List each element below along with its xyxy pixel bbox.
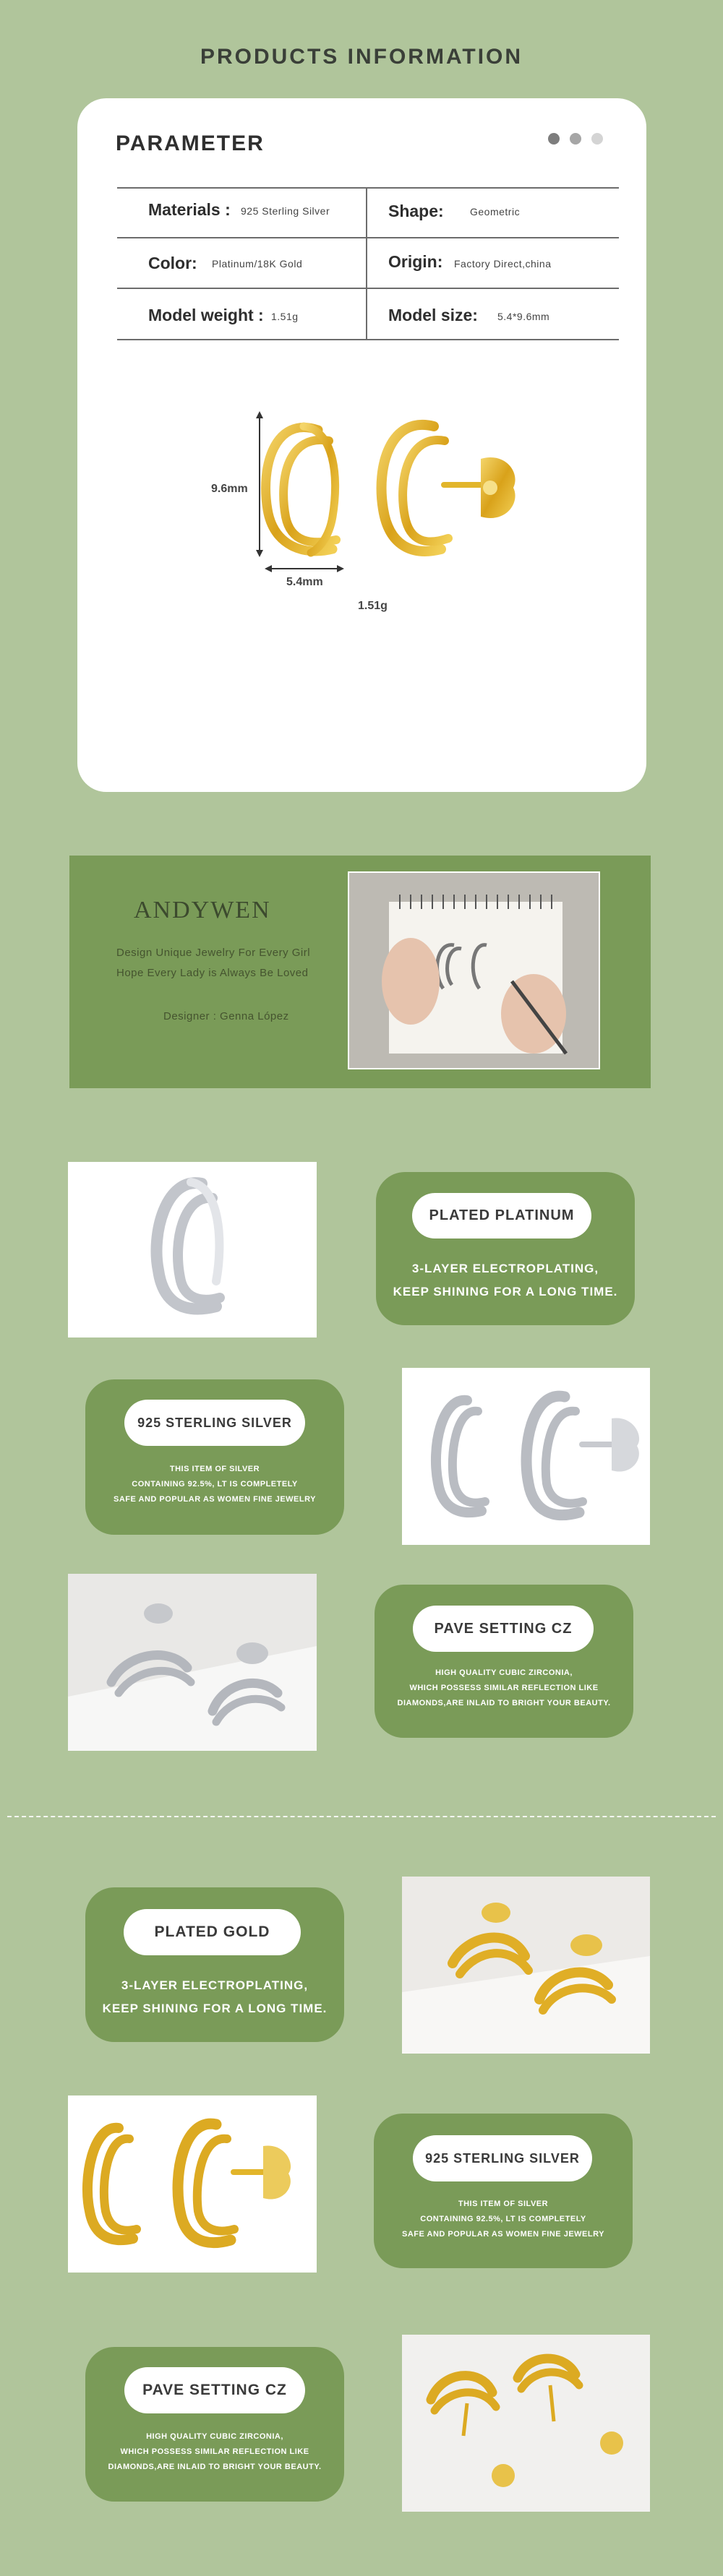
silver-earring-photo [402, 1368, 650, 1545]
feature-line: HIGH QUALITY CUBIC ZIRCONIA, [435, 1668, 573, 1677]
carousel-dot-icon[interactable] [548, 133, 560, 145]
feature-badge: PLATED PLATINUM [412, 1193, 591, 1239]
platinum-earring-photo [68, 1162, 317, 1337]
parameter-title: PARAMETER [116, 132, 265, 155]
feature-text [375, 1666, 633, 1711]
section-divider [7, 1816, 716, 1817]
shape-label: Shape: [388, 202, 444, 220]
divider [117, 237, 619, 238]
divider [366, 187, 367, 340]
feature-line: THIS ITEM OF SILVER [169, 1465, 260, 1473]
feature-line: WHICH POSSESS SIMILAR REFLECTION LIKE [120, 2447, 309, 2456]
origin-label: Origin: [388, 252, 443, 271]
feature-line: CONTAINING 92.5%, LT IS COMPLETELY [420, 2215, 586, 2223]
divider [117, 339, 619, 340]
feature-line: 3-LAYER ELECTROPLATING, [411, 1262, 599, 1275]
feature-line: WHICH POSSESS SIMILAR REFLECTION LIKE [409, 1684, 599, 1692]
shape-value: Geometric [470, 206, 521, 217]
divider [117, 187, 619, 189]
product-dimension-image [202, 401, 549, 603]
feature-line: THIS ITEM OF SILVER [458, 2200, 549, 2208]
feature-badge: 925 STERLING SILVER [124, 1400, 305, 1446]
color-value: Platinum/18K Gold [212, 258, 303, 270]
feature-line: SAFE AND POPULAR AS WOMEN FINE JEWELRY [114, 1495, 316, 1504]
weight-label: Model weight : [148, 306, 264, 324]
gold-earring-pair-photo [68, 2095, 317, 2273]
feature-text [376, 1257, 635, 1304]
color-label: Color: [148, 254, 197, 272]
brand-logo: ANDYWEN [134, 897, 271, 923]
weight-dimension: 1.51g [358, 600, 388, 612]
cz-earring-photo [68, 1574, 317, 1751]
size-label: Model size: [388, 306, 478, 324]
materials-label: Materials : [148, 200, 231, 219]
feature-text [85, 1974, 344, 2020]
feature-text [374, 2197, 633, 2242]
feature-line: 3-LAYER ELECTROPLATING, [121, 1978, 309, 1992]
gold-earring-photo [402, 1877, 650, 2054]
feature-text [85, 1462, 344, 1507]
materials-value: 925 Sterling Silver [241, 205, 330, 217]
feature-line: DIAMONDS,ARE INLAID TO BRIGHT YOUR BEAUTY. [397, 1699, 611, 1707]
feature-badge: PAVE SETTING CZ [124, 2367, 305, 2413]
feature-line: DIAMONDS,ARE INLAID TO BRIGHT YOUR BEAUTY. [108, 2463, 322, 2471]
carousel-dot-icon[interactable] [591, 133, 603, 145]
size-value: 5.4*9.6mm [497, 311, 550, 322]
feature-badge: PAVE SETTING CZ [413, 1606, 594, 1652]
gold-earring-parts-photo [402, 2335, 650, 2512]
weight-value: 1.51g [271, 311, 299, 322]
brand-tagline: Design Unique Jewelry For Every Girl [116, 947, 311, 959]
feature-badge: PLATED GOLD [124, 1909, 301, 1955]
origin-value: Factory Direct,china [454, 258, 552, 270]
carousel-dot-icon[interactable] [570, 133, 581, 145]
designer-credit: Designer : Genna López [163, 1010, 289, 1022]
height-dimension: 9.6mm [211, 483, 248, 495]
width-dimension: 5.4mm [286, 576, 323, 588]
feature-line: HIGH QUALITY CUBIC ZIRCONIA, [146, 2432, 283, 2441]
feature-line: KEEP SHINING FOR A LONG TIME. [102, 2002, 328, 2015]
feature-badge: 925 STERLING SILVER [413, 2135, 592, 2181]
sketch-photo [348, 871, 600, 1069]
feature-line: SAFE AND POPULAR AS WOMEN FINE JEWELRY [402, 2230, 604, 2239]
divider [117, 288, 619, 289]
page-title: PRODUCTS INFORMATION [200, 45, 523, 69]
feature-text [85, 2429, 344, 2475]
feature-line: CONTAINING 92.5%, LT IS COMPLETELY [132, 1480, 298, 1489]
feature-line: KEEP SHINING FOR A LONG TIME. [393, 1285, 618, 1298]
brand-tagline: Hope Every Lady is Always Be Loved [116, 967, 309, 979]
